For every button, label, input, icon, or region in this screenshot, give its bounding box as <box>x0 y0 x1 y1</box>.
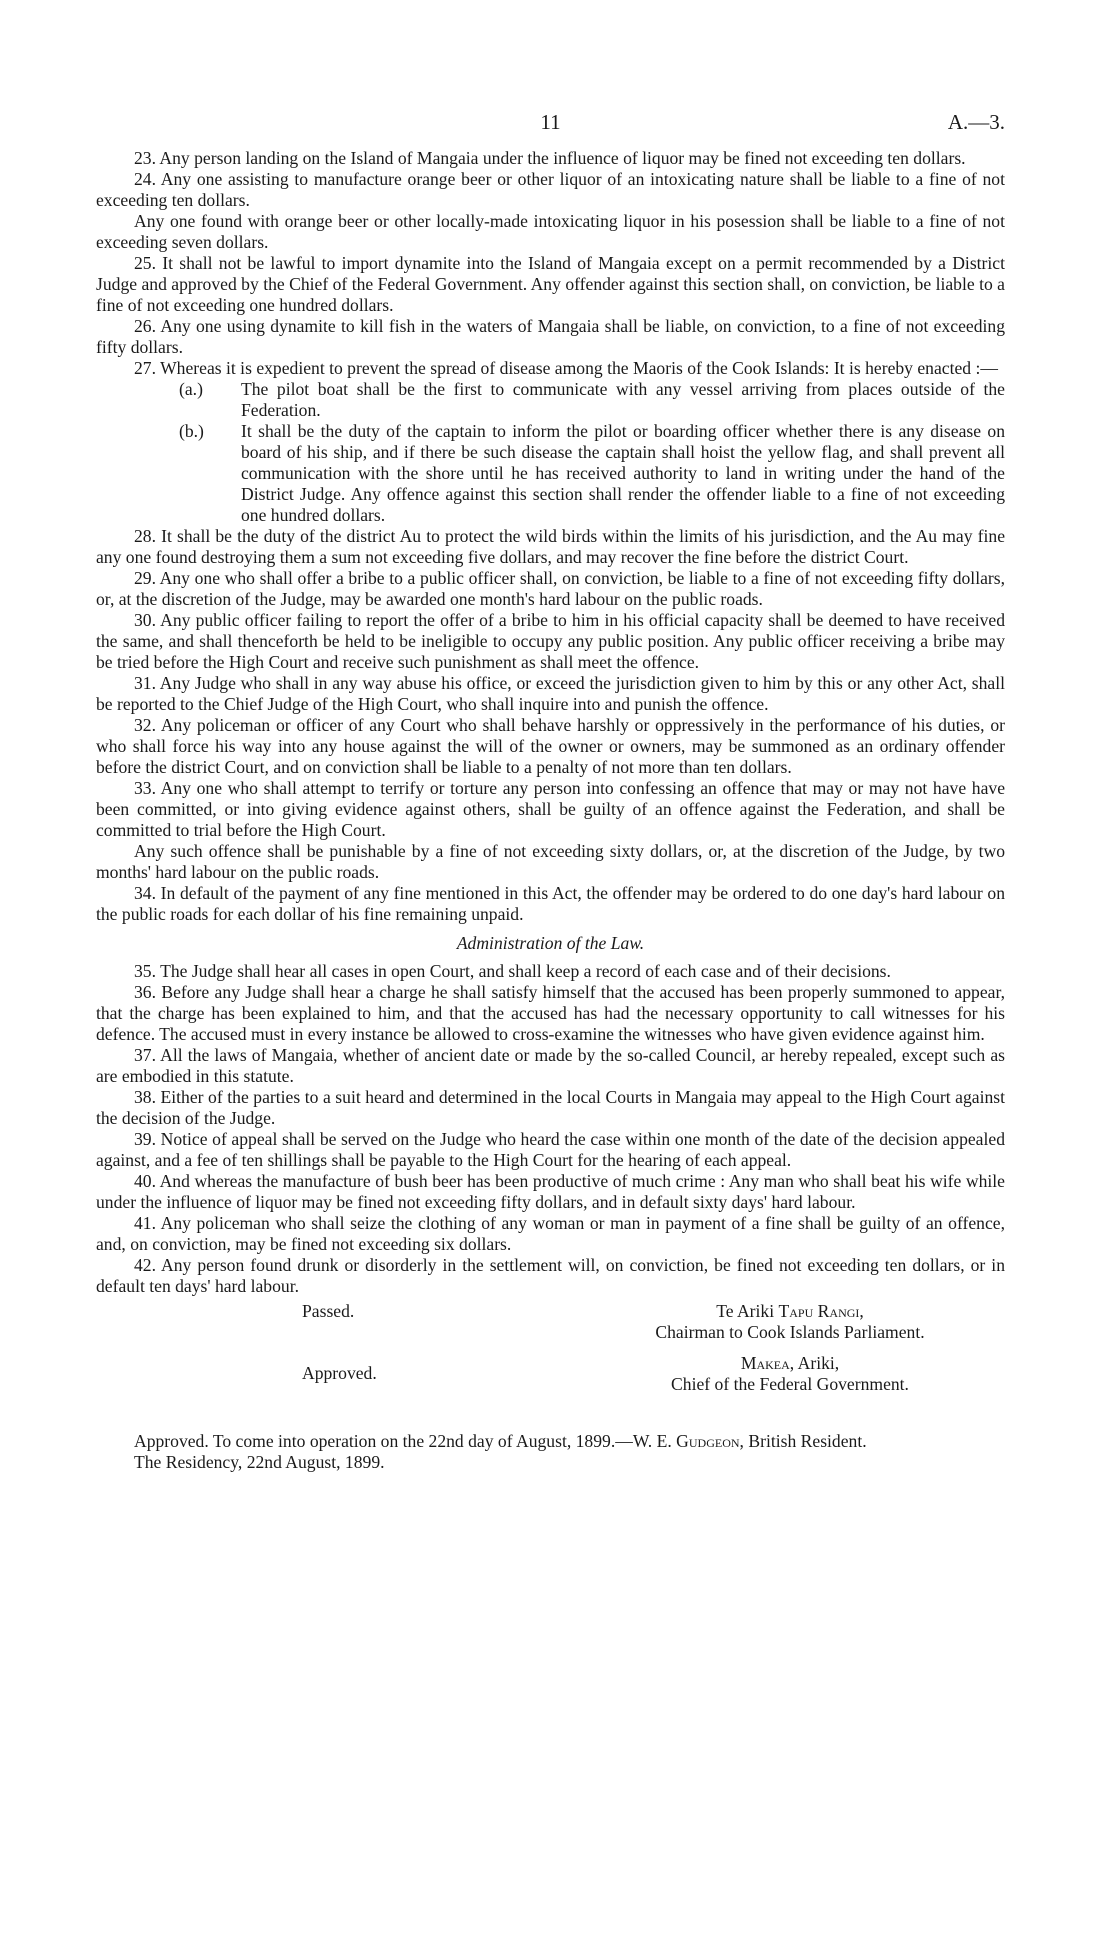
residency-line: The Residency, 22nd August, 1899. <box>134 1452 385 1472</box>
sub-b-label: (b.) <box>179 421 204 441</box>
clause-24-continued: Any one found with orange beer or other locally-made intoxicating liquor in his posession shall be liable to a fine of not exceeding seven dollars. <box>96 211 1005 252</box>
signatory-1-name <box>600 1301 980 1322</box>
clause-25: 25. It shall not be lawful to import dynamite into the Island of Mangaia except on a permit recommended by a District Judge and approved by the Chief of the Federal Government. Any offender against this section shall, on conviction, be liable to a fine of not exceeding one hundred dollars. <box>96 253 1005 315</box>
clause-38: 38. Either of the parties to a suit heard and determined in the local Courts in Mangaia may appeal to the High Court against the decision of the Judge. <box>96 1087 1005 1128</box>
signatory-2-name <box>600 1353 980 1374</box>
sub-a-label: (a.) <box>179 379 203 399</box>
document-reference: A.—3. <box>947 110 1005 134</box>
clause-36: 36. Before any Judge shall hear a charge he shall satisfy himself that the accused has been properly summoned to appear, that the charge has been explained to him, and that the accused has had the necessary opportunity to call witnesses for his defence. The accused must in every instance be allowed to cross-examine the witnesses who have given evidence against him. <box>96 982 1005 1044</box>
clause-41: 41. Any policeman who shall seize the clothing of any woman or man in payment of a fine shall be guilty of an offence, and, on conviction, may be fined not exceeding six dollars. <box>96 1213 1005 1254</box>
clause-42: 42. Any person found drunk or disorderly in the settlement will, on conviction, be fined not exceeding ten dollars, or in default ten days' hard labour. <box>96 1255 1005 1296</box>
signatory-2 <box>600 1353 980 1395</box>
signature-block-approved <box>96 1353 1005 1395</box>
signatory-1-prefix: Te Ariki <box>716 1301 775 1321</box>
signatory-2-title: Chief of the Federal Government. <box>671 1374 909 1394</box>
section-heading: Administration of the Law. <box>456 933 645 953</box>
final-approval <box>96 1431 1005 1452</box>
sub-a-text: The pilot boat shall be the first to communicate with any vessel arriving from places outside of the Federation. <box>241 379 1005 420</box>
clause-35: 35. The Judge shall hear all cases in open Court, and shall keep a record of each case and of their decisions. <box>134 961 891 981</box>
clause-34: 34. In default of the payment of any fine mentioned in this Act, the offender may be ordered to do one day's hard labour on the public roads for each dollar of his fine remaining unpaid. <box>96 883 1005 924</box>
signatory-1-title: Chairman to Cook Islands Parliament. <box>655 1322 925 1342</box>
signatory-1-surname: Tapu Rangi, <box>778 1301 864 1321</box>
final-approver-title: British Resident. <box>748 1431 867 1451</box>
clause-27-sub-a <box>96 379 1005 421</box>
signatory-2-suffix: Ariki, <box>797 1353 840 1373</box>
clause-28: 28. It shall be the duty of the district Au to protect the wild birds within the limits of his jurisdiction, and the Au may fine any one found destroying them a sum not exceeding five dollars, and may recover the fine before the district Court. <box>96 526 1005 567</box>
sub-b-text: It shall be the duty of the captain to inform the pilot or boarding officer whether there is any disease on board of his ship, and if there be such disease the captain shall hoist the yellow flag, and shall prevent all communication with the shore until he has received authority to land in writing under the hand of the District Judge. Any offence against this section shall render the offender liable to a fine of not exceeding one hundred dollars. <box>241 421 1005 525</box>
clause-27: 27. Whereas it is expedient to prevent the spread of disease among the Maoris of the Cook Islands: It is hereby enacted :— <box>134 358 998 378</box>
clause-31: 31. Any Judge who shall in any way abuse his office, or exceed the jurisdiction given to him by this or any other Act, shall be reported to the Chief Judge of the High Court, who shall inquire into and punish the offence. <box>96 673 1005 714</box>
clause-29: 29. Any one who shall offer a bribe to a public officer shall, on conviction, be liable to a fine of not exceeding fifty dollars, or, at the discretion of the Judge, may be awarded one month's hard labour on the public roads. <box>96 568 1005 609</box>
signature-block-passed <box>96 1301 1005 1343</box>
clause-33-continued: Any such offence shall be punishable by a fine of not exceeding sixty dollars, or, at the discretion of the Judge, by two months' hard labour on the public roads. <box>96 841 1005 882</box>
clause-24: 24. Any one assisting to manufacture orange beer or other liquor of an intoxicating nature shall be liable to a fine of not exceeding ten dollars. <box>96 169 1005 210</box>
clause-40: 40. And whereas the manufacture of bush beer has been productive of much crime : Any man who shall beat his wife while under the influence of liquor may be fined not exceeding fifty dollars, and in default sixty days' hard labour. <box>96 1171 1005 1212</box>
clause-26: 26. Any one using dynamite to kill fish in the waters of Mangaia shall be liable, on conviction, to a fine of not exceeding fifty dollars. <box>96 316 1005 357</box>
clause-32: 32. Any policeman or officer of any Court who shall behave harshly or oppressively in the performance of his duties, or who shall force his way into any house against the will of the owner or owners, may be summoned as an ordinary offender before the district Court, and on conviction shall be liable to a penalty of not more than ten dollars. <box>96 715 1005 777</box>
clause-27-sub-b <box>96 421 1005 526</box>
signatory-1 <box>600 1301 980 1343</box>
page-header <box>96 112 1005 148</box>
clause-39: 39. Notice of appeal shall be served on the Judge who heard the case within one month of the date of the decision appealed against, and a fee of ten shillings shall be payable to the High Court for the hearing of each appeal. <box>96 1129 1005 1170</box>
clause-37: 37. All the laws of Mangaia, whether of ancient date or made by the so-called Council, ar hereby repealed, except such as are embodied in this statute. <box>96 1045 1005 1086</box>
clause-33: 33. Any one who shall attempt to terrify or torture any person into confessing an offence that may or may not have have been committed, or into giving evidence against others, shall be guilty of an offence against the Federation, and shall be committed to trial before the High Court. <box>96 778 1005 840</box>
clause-23: 23. Any person landing on the Island of Mangaia under the influence of liquor may be fined not exceeding ten dollars. <box>134 148 966 168</box>
approved-label: Approved. <box>302 1363 377 1383</box>
clause-30: 30. Any public officer failing to report the offer of a bribe to him in his official capacity shall be deemed to have received the same, and shall thenceforth be held to be ineligible to occupy any public position. Any public officer receiving a bribe may be tried before the High Court and receive such punishment as shall meet the offence. <box>96 610 1005 672</box>
final-approval-text: Approved. To come into operation on the 22nd day of August, 1899.—W. E. <box>134 1431 672 1451</box>
final-approver-name: Gudgeon, <box>676 1431 744 1451</box>
page-number: 11 <box>540 110 561 134</box>
signatory-2-surname: Makea, <box>740 1353 795 1373</box>
passed-label: Passed. <box>302 1301 355 1321</box>
